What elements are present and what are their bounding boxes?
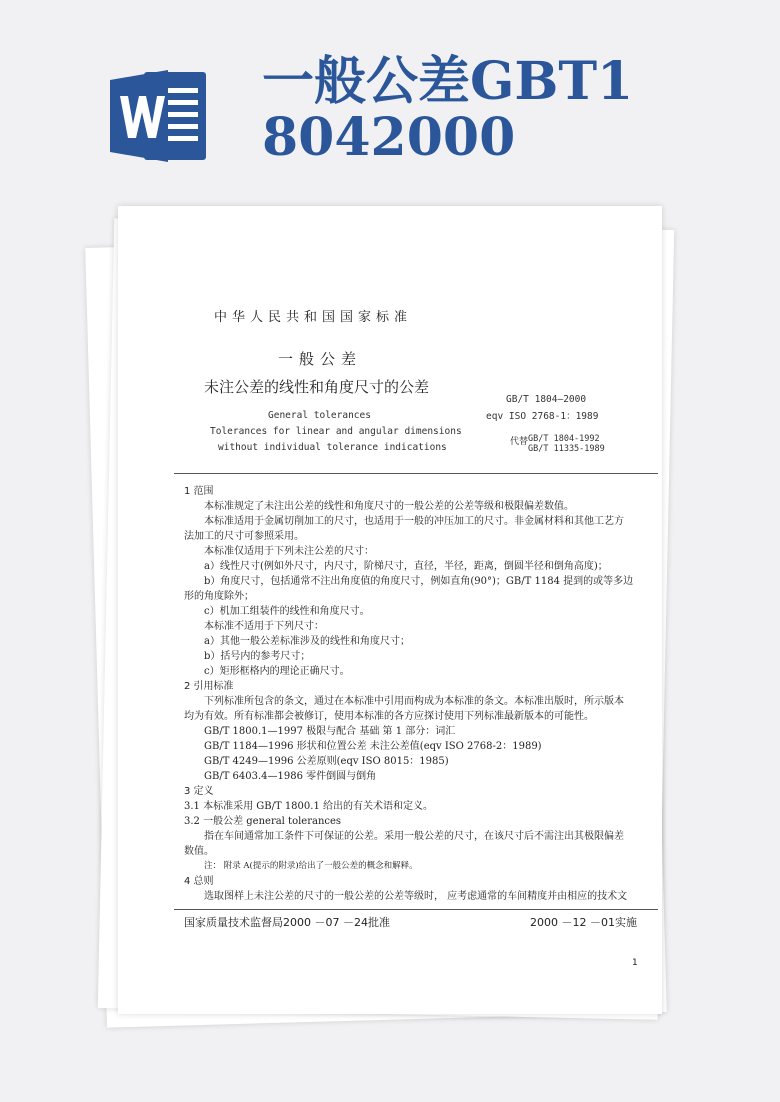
paragraph-line: 法加工的尺寸可参照采用。 — [184, 531, 304, 542]
page-number: 1 — [632, 958, 638, 968]
paragraph-line: 本标准规定了未注出公差的线性和角度尺寸的一般公差的公差等级和极限偏差数值。 — [204, 501, 574, 512]
replaced-standard-2: GB/T 11335-1989 — [528, 444, 605, 454]
paragraph-line: 下列标准所包含的条文，通过在本标准中引用而构成为本标准的条文。本标准出版时，所示版本 — [204, 696, 624, 707]
document-subtitle: 未注公差的线性和角度尺寸的公差 — [204, 378, 430, 396]
paragraph-line: GB/T 1800.1—1997 极限与配合 基础 第 1 部分：词汇 — [204, 726, 456, 737]
paragraph-line: GB/T 4249—1996 公差原则(eqv ISO 8015：1985) — [204, 756, 449, 767]
note-text: 注： 附录 A(提示的附录)给出了一般公差的概念和解释。 — [204, 861, 418, 871]
document-body — [184, 484, 636, 904]
paragraph-line: 选取图样上未注公差的尺寸的一般公差的公差等级时， 应考虑通常的车间精度并由相应的技术文 — [204, 891, 628, 902]
replaced-standard-1: GB/T 1804-1992 — [528, 434, 600, 444]
paragraph-line: b）角度尺寸，包括通常不注出角度值的角度尺寸，例如直角(90°)；GB/T 1184 提到的或等多边 — [204, 576, 634, 587]
paragraph-line: a）线性尺寸(例如外尺寸，内尺寸，阶梯尺寸，直径，半径，距离，倒圆半径和倒角高度)； — [204, 561, 608, 572]
paragraph-line: c）矩形框格内的理论正确尺寸。 — [204, 666, 350, 677]
english-title-2: Tolerances for linear and angular dimensions — [210, 426, 462, 437]
header-rule — [174, 473, 658, 474]
paragraph-line: 3.2 一般公差 general tolerances — [184, 816, 342, 827]
section-heading: 1 范围 — [184, 486, 214, 497]
paragraph-line: GB/T 6403.4—1986 零件倒圆与倒角 — [204, 771, 377, 782]
paragraph-line: 形的角度除外； — [184, 591, 254, 602]
paragraph-line: 数值。 — [184, 846, 214, 857]
header — [0, 0, 780, 200]
title-line-1: 一般公差GBT1 — [262, 51, 634, 112]
paragraph-line: 3.1 本标准采用 GB/T 1800.1 给出的有关术语和定义。 — [184, 801, 433, 812]
word-icon — [110, 66, 208, 166]
document-title: 一般公差 — [278, 350, 363, 368]
paragraph-line: GB/T 1184—1996 形状和位置公差 未注公差值(eqv ISO 2768-2：1989) — [204, 741, 542, 752]
paragraph-line: 本标准仅适用于下列未注公差的尺寸： — [204, 546, 374, 557]
replaces-label: 代替 — [510, 437, 529, 447]
english-title-3: without individual tolerance indications — [218, 442, 447, 453]
standard-number: GB/T 1804—2000 — [506, 394, 587, 405]
paragraph-line: 指在车间通常加工条件下可保证的公差。采用一般公差的尺寸，在该尺寸后不需注出其极限偏差 — [204, 831, 624, 842]
implementation-date: 2000 －12 －01实施 — [530, 916, 637, 929]
paragraph-line: b）括号内的参考尺寸； — [204, 651, 311, 662]
title-line-2: 8042000 — [262, 107, 516, 168]
paragraph-line: 本标准不适用于下列尺寸： — [204, 621, 324, 632]
paragraph-line: c）机加工组装件的线性和角度尺寸。 — [204, 606, 370, 617]
section-heading: 3 定义 — [184, 786, 214, 797]
approval-date: 国家质量技术监督局2000 －07 －24批准 — [184, 916, 390, 929]
paragraph-line: 均为有效。所有标准都会被修订，使用本标准的各方应探讨使用下列标准最新版本的可能性。 — [184, 711, 594, 722]
section-heading: 4 总则 — [184, 876, 214, 887]
section-heading: 2 引用标准 — [184, 681, 234, 692]
paragraph-line: a）其他一般公差标准涉及的线性和角度尺寸； — [204, 636, 410, 647]
english-title-1: General tolerances — [268, 410, 371, 421]
paragraph-line: 本标准适用于金属切削加工的尺寸，也适用于一般的冲压加工的尺寸。非金属材料和其他工艺方 — [204, 516, 624, 527]
country-heading: 中华人民共和国国家标准 — [214, 310, 413, 325]
equivalent-standard: eqv ISO 2768-1：1989 — [486, 411, 599, 422]
document-content — [118, 206, 662, 1014]
footer-rule — [174, 909, 658, 910]
